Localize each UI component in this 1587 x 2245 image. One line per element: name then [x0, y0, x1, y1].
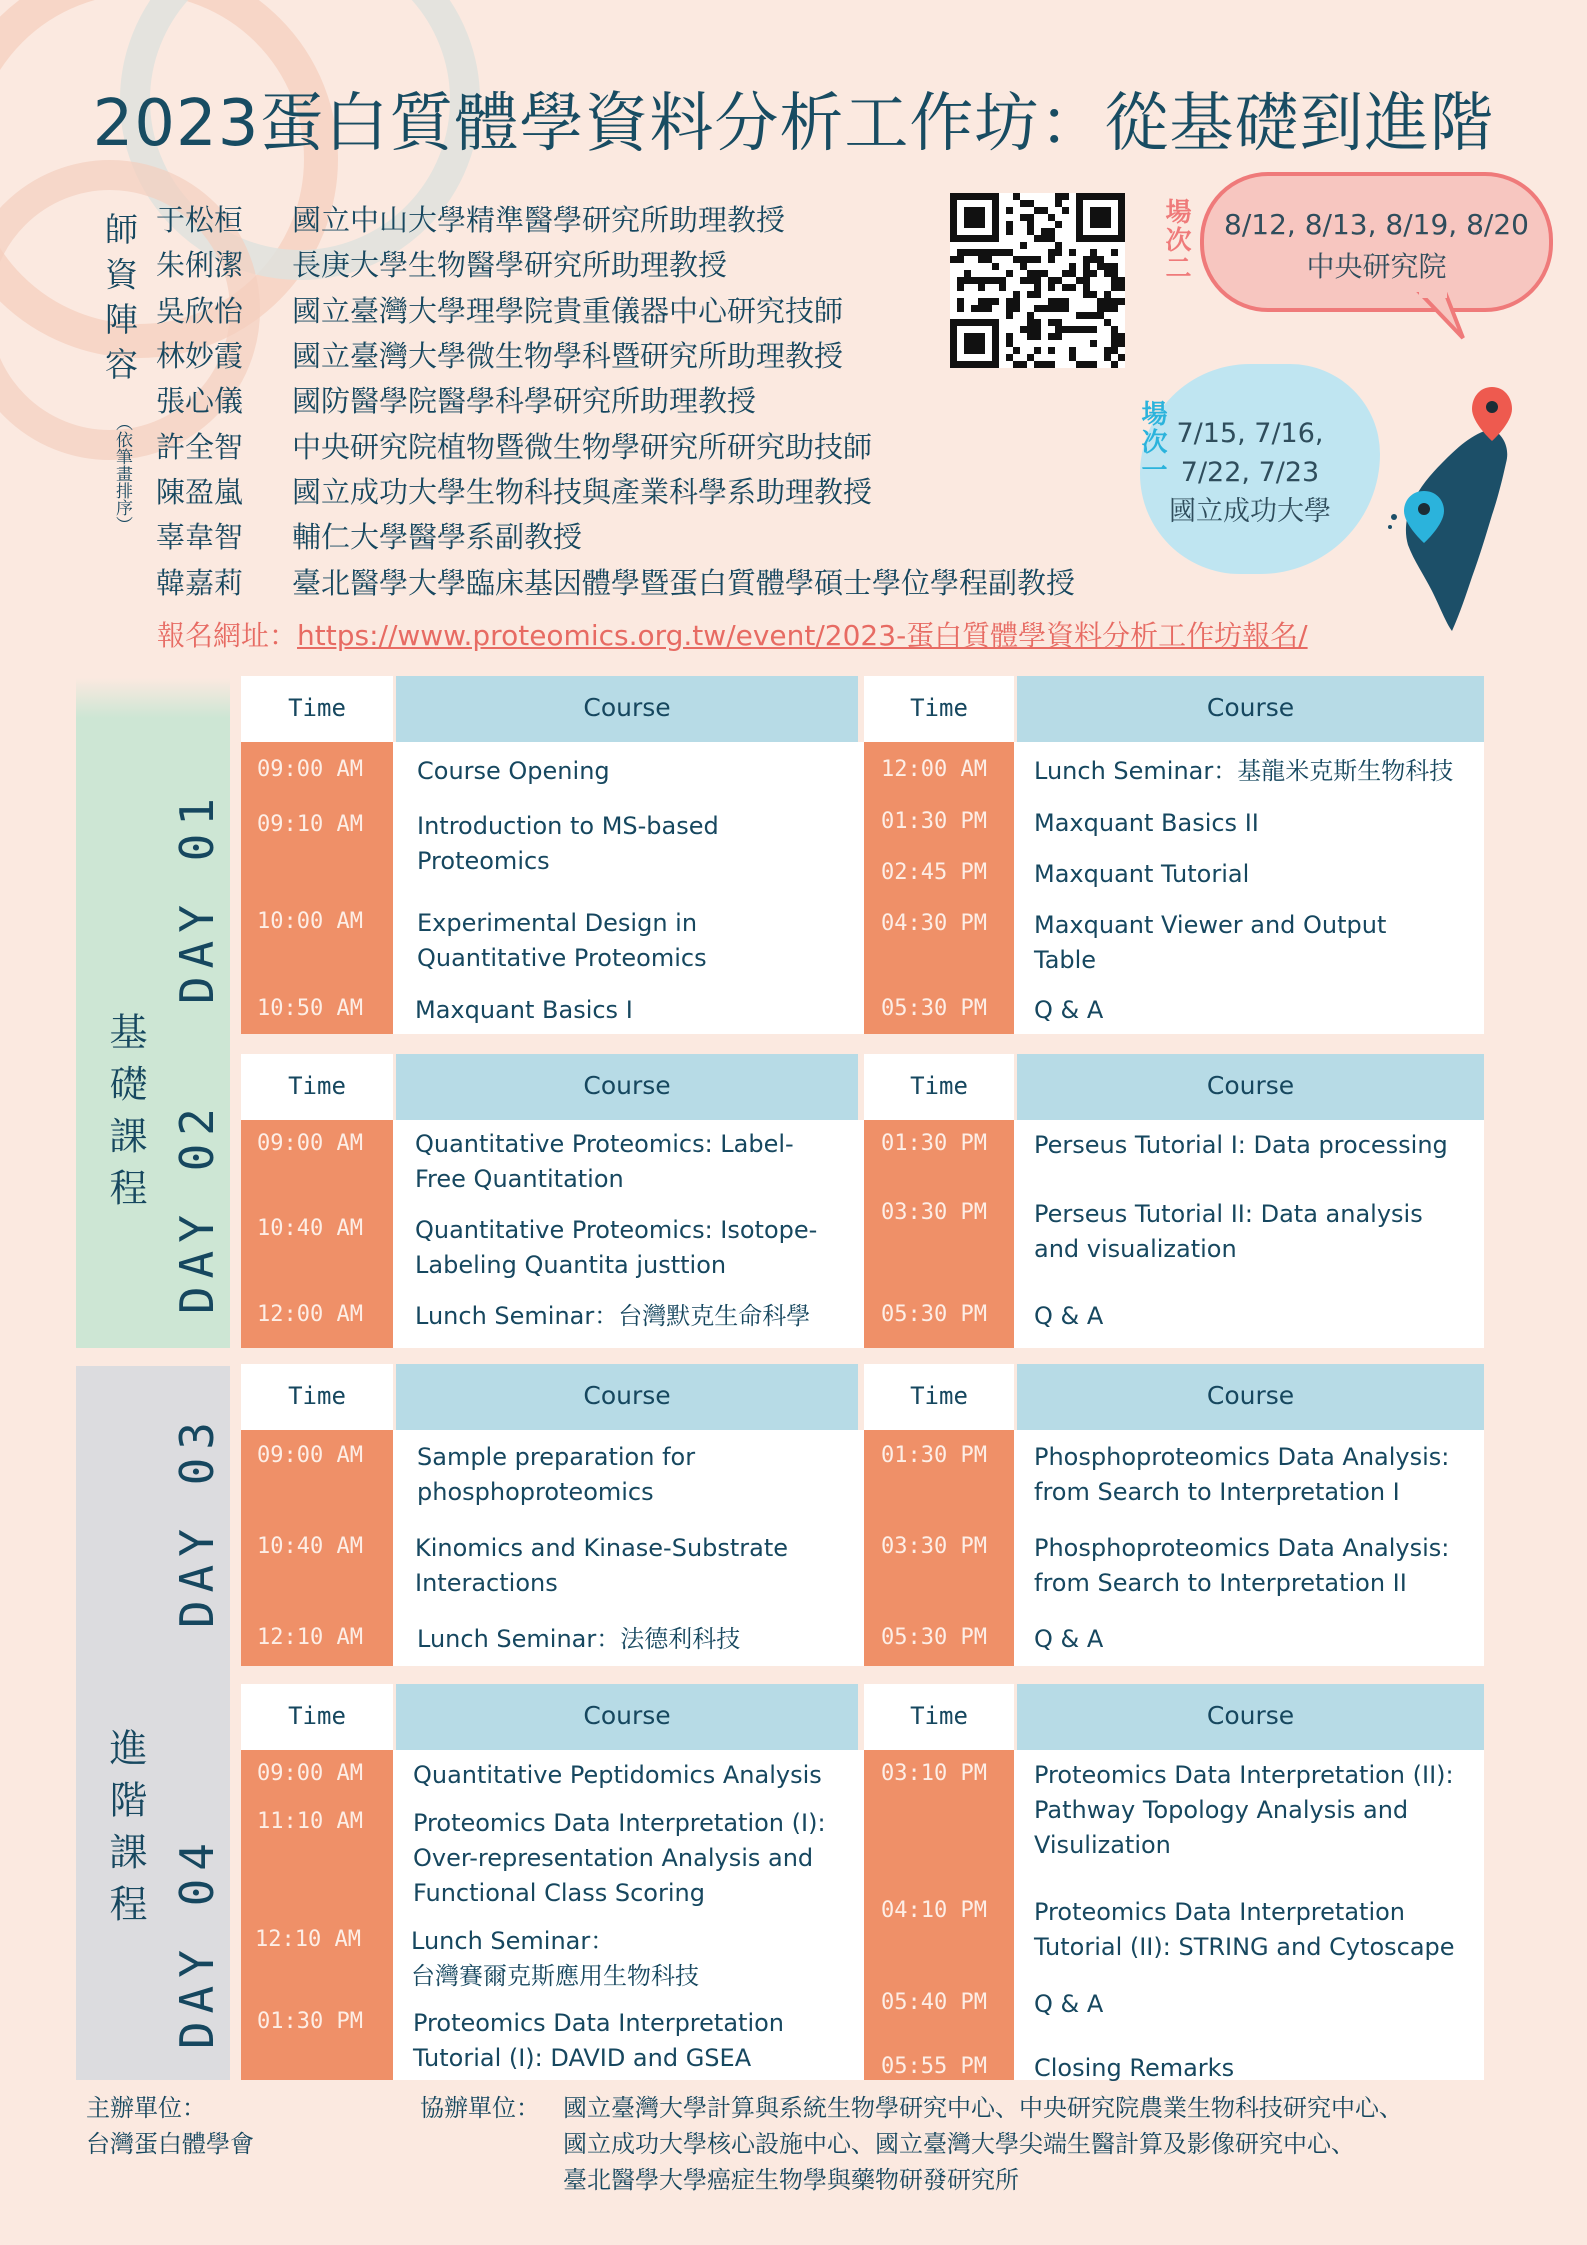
- registration-label: 報名網址：: [157, 619, 298, 652]
- session2-venue: 中央研究院: [1306, 250, 1447, 283]
- faculty-label: 師資陣容: [100, 212, 139, 392]
- session-course: Closing Remarks: [1034, 2054, 1235, 2082]
- faculty-name: 吳欣怡: [156, 293, 244, 328]
- session-time: 02:45 PM: [881, 860, 987, 885]
- co-organizer-line: 國立臺灣大學計算與系統生物學研究中心、中央研究院農業生物科技研究中心、: [563, 2094, 1403, 2122]
- session-course: Lunch Seminar：基龍米克斯生物科技: [1034, 757, 1454, 785]
- faculty-name: 朱俐潔: [156, 248, 244, 283]
- session-course: Quantitative Peptidomics Analysis: [413, 1761, 822, 1789]
- category-basic: 基礎課程: [103, 1012, 147, 1220]
- co-organizer-line: 國立成功大學核心設施中心、國立臺灣大學尖端生醫計算及影像研究中心、: [563, 2130, 1355, 2158]
- header-time: Time: [241, 1364, 393, 1430]
- day-01-table: [241, 676, 1484, 1034]
- session-course: Maxquant Tutorial: [1034, 860, 1250, 888]
- session-course-line1: Lunch Seminar：: [411, 1927, 615, 1955]
- session-time: 03:30 PM: [881, 1200, 987, 1225]
- faculty-row: [156, 422, 1075, 467]
- faculty-row: [156, 513, 1075, 558]
- session2-bubble: [1200, 172, 1553, 312]
- faculty-name: 韓嘉莉: [156, 565, 244, 600]
- faculty-row: [156, 558, 1075, 603]
- session-course: Sample preparation for phosphoproteomics: [417, 1443, 696, 1506]
- session-course: Proteomics Data Interpretation Tutorial (II): STRING and Cytoscape: [1034, 1898, 1455, 1961]
- session-time: 05:30 PM: [881, 1625, 987, 1650]
- session-course: Experimental Design in Quantitative Proteomics: [417, 909, 707, 972]
- co-organizer-line: 臺北醫學大學癌症生物學與藥物研發研究所: [563, 2166, 1019, 2194]
- co-organizer-list: [563, 2090, 1403, 2198]
- session-course: Maxquant Basics I: [415, 996, 633, 1024]
- session-course: Quantitative Proteomics: Label-Free Quantitation: [415, 1130, 794, 1193]
- header-course: Course: [1017, 1364, 1484, 1430]
- header-course: Course: [396, 1684, 858, 1750]
- header-time: Time: [241, 1684, 393, 1750]
- header-time: Time: [241, 676, 393, 742]
- header-course: Course: [1017, 676, 1484, 742]
- session-course: Quantitative Proteomics: Isotope-Labeling Quantita justtion: [415, 1216, 818, 1279]
- co-organizer-label: 協辦單位：: [420, 2094, 540, 2122]
- session-time: 05:30 PM: [881, 1302, 987, 1327]
- speech-tail-icon: [1415, 292, 1475, 342]
- session-course: Q & A: [1034, 1302, 1104, 1330]
- header-course: Course: [396, 676, 858, 742]
- session-time: 01:30 PM: [881, 809, 987, 834]
- session-course: Introduction to MS-based Proteomics: [417, 812, 719, 875]
- session-time: 09:00 AM: [257, 757, 363, 782]
- faculty-row: [156, 287, 1075, 332]
- session-time: 03:30 PM: [881, 1534, 987, 1559]
- host-name: 台灣蛋白體學會: [86, 2130, 254, 2158]
- session1-text: [1150, 414, 1350, 531]
- faculty-title: 國立成功大學生物科技與產業科學系助理教授: [292, 474, 873, 509]
- faculty-note: （依筆畫排序）: [112, 414, 132, 533]
- faculty-list: [156, 196, 1075, 604]
- session-course: Proteomics Data Interpretation Tutorial (I): DAVID and GSEA: [413, 2009, 785, 2072]
- faculty-name: 許全智: [156, 429, 244, 464]
- session-course: Q & A: [1034, 1625, 1104, 1653]
- host-organizer: [86, 2090, 254, 2162]
- session1-venue: 國立成功大學: [1169, 496, 1331, 527]
- header-course: Course: [1017, 1054, 1484, 1120]
- header-time: Time: [864, 676, 1014, 742]
- session-time: 05:55 PM: [881, 2054, 987, 2079]
- header-course: Course: [396, 1054, 858, 1120]
- session-time: 12:00 AM: [881, 757, 987, 782]
- session1-dates-line2: 7/22, 7/23: [1180, 457, 1320, 488]
- session1-dates-line1: 7/15, 7/16,: [1176, 418, 1324, 449]
- faculty-name: 張心儀: [156, 384, 244, 419]
- session-course: Perseus Tutorial I: Data processing: [1034, 1131, 1448, 1159]
- session-course: Kinomics and Kinase-Substrate Interactions: [415, 1534, 789, 1597]
- session2-dates: 8/12, 8/13, 8/19, 8/20: [1224, 208, 1529, 241]
- faculty-name: 林妙霞: [156, 339, 244, 374]
- faculty-title: 輔仁大學醫學系副教授: [292, 520, 583, 555]
- day-label-02: DAY 02: [170, 1100, 224, 1315]
- session-time: 11:10 AM: [257, 1809, 363, 1834]
- header-course: Course: [1017, 1684, 1484, 1750]
- session-time: 09:00 AM: [257, 1443, 363, 1468]
- faculty-name: 陳盈嵐: [156, 474, 244, 509]
- session-time: 01:30 PM: [881, 1131, 987, 1156]
- host-label: 主辦單位：: [86, 2094, 206, 2122]
- header-course: Course: [396, 1364, 858, 1430]
- session-course: Phosphoproteomics Data Analysis: from Search to Interpretation II: [1034, 1534, 1450, 1597]
- day-label-04: DAY 04: [170, 1835, 224, 2050]
- session-course: Course Opening: [417, 757, 610, 785]
- sidebar-fade: [76, 678, 230, 718]
- day-03-table: [241, 1364, 1484, 1666]
- session-course: Maxquant Basics II: [1034, 809, 1259, 837]
- faculty-title: 中央研究院植物暨微生物學研究所研究助技師: [292, 429, 873, 464]
- session-time: 10:50 AM: [257, 996, 363, 1021]
- faculty-row: [156, 468, 1075, 513]
- page-title: 2023蛋白質體學資料分析工作坊：從基礎到進階: [92, 87, 1495, 161]
- session-time: 05:40 PM: [881, 1990, 987, 2015]
- session-time: 01:30 PM: [257, 2009, 363, 2034]
- session-time: 12:10 AM: [255, 1927, 361, 1952]
- faculty-name: 辜韋智: [156, 520, 244, 555]
- session-course: Maxquant Viewer and Output Table: [1034, 911, 1387, 974]
- session-time: 12:10 AM: [257, 1625, 363, 1650]
- session-time: 10:40 AM: [257, 1534, 363, 1559]
- faculty-title: 長庚大學生物醫學研究所助理教授: [292, 248, 728, 283]
- faculty-title: 國立中山大學精準醫學研究所助理教授: [292, 203, 786, 238]
- faculty-title: 國防醫學院醫學科學研究所助理教授: [292, 384, 757, 419]
- session-course: Lunch Seminar：台灣默克生命科學: [415, 1302, 811, 1330]
- category-advanced: 進階課程: [103, 1728, 147, 1936]
- time-column: [241, 742, 393, 1034]
- faculty-row: [156, 332, 1075, 377]
- time-column: [864, 742, 1014, 1034]
- session-time: 10:40 AM: [257, 1216, 363, 1241]
- session-time: 03:10 PM: [881, 1761, 987, 1786]
- faculty-name: 于松桓: [156, 203, 244, 238]
- faculty-row: [156, 196, 1075, 241]
- header-time: Time: [864, 1364, 1014, 1430]
- faculty-title: 臺北醫學大學臨床基因體學暨蛋白質體學碩士學位學程副教授: [292, 565, 1076, 600]
- session-time: 09:00 AM: [257, 1761, 363, 1786]
- session-course: Proteomics Data Interpretation (I): Over-representation Analysis and Functional Class Scoring: [413, 1809, 826, 1907]
- session-time: 09:00 AM: [257, 1131, 363, 1156]
- session-course: Q & A: [1034, 996, 1104, 1024]
- faculty-title: 國立臺灣大學微生物學科暨研究所助理教授: [292, 339, 844, 374]
- header-time: Time: [864, 1054, 1014, 1120]
- registration-line: [157, 614, 1308, 654]
- day-label-01: DAY 01: [170, 790, 224, 1005]
- session1-tag: 場次一: [1137, 400, 1167, 484]
- day-02-table: [241, 1054, 1484, 1348]
- faculty-title: 國立臺灣大學理學院貴重儀器中心研究技師: [292, 293, 844, 328]
- header-time: Time: [241, 1054, 393, 1120]
- session-time: 12:00 AM: [257, 1302, 363, 1327]
- session-course: Perseus Tutorial II: Data analysis and visualization: [1034, 1200, 1423, 1263]
- taiwan-map-icon: [1380, 385, 1520, 645]
- day-04-table: [241, 1684, 1484, 2080]
- session-course: Proteomics Data Interpretation (II): Pathway Topology Analysis and Visulization: [1034, 1761, 1454, 1859]
- session-time: 05:30 PM: [881, 996, 987, 1021]
- session-course: Q & A: [1034, 1990, 1104, 2018]
- qr-code-icon[interactable]: [950, 193, 1125, 368]
- session-course-line2: 台灣賽爾克斯應用生物科技: [411, 1962, 699, 1990]
- session-time: 04:30 PM: [881, 911, 987, 936]
- faculty-row: [156, 241, 1075, 286]
- session-time: 10:00 AM: [257, 909, 363, 934]
- faculty-row: [156, 377, 1075, 422]
- day-label-03: DAY 03: [170, 1414, 224, 1629]
- header-time: Time: [864, 1684, 1014, 1750]
- session-time: 04:10 PM: [881, 1898, 987, 1923]
- session-time: 01:30 PM: [881, 1443, 987, 1468]
- session-course: Phosphoproteomics Data Analysis: from Search to Interpretation I: [1034, 1443, 1450, 1506]
- session-course: Lunch Seminar：法德利科技: [417, 1625, 741, 1653]
- registration-link[interactable]: https://www.proteomics.org.tw/event/2023-蛋白質體學資料分析工作坊報名/: [297, 619, 1308, 652]
- session2-tag: 場次二: [1161, 198, 1191, 282]
- session-time: 09:10 AM: [257, 812, 363, 837]
